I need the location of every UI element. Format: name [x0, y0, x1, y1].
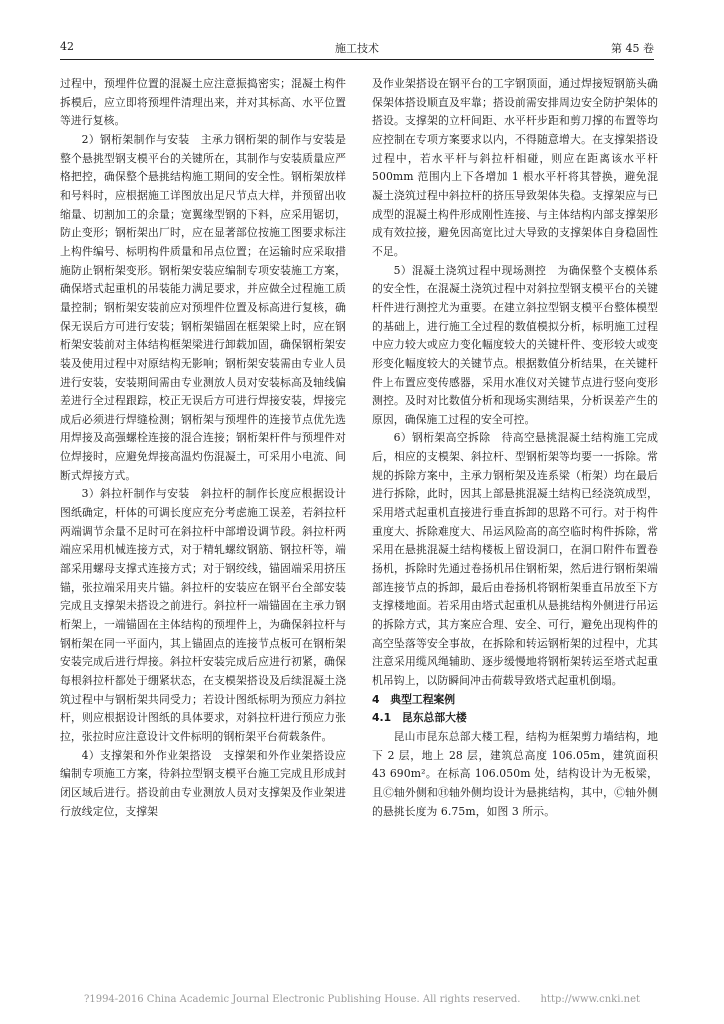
section-heading: 4 典型工程案例	[372, 692, 456, 706]
paragraph-tie-rod: 3）斜拉杆制作与安装 斜拉杆的制作长度应根据设计图纸确定，杆体的可调长度应充分考虑施工误差，若斜拉杆两端调节余量不足时可在斜拉杆中部增设调节段。斜拉杆两端应采用机械连接方式，对于精轧螺纹钢筋、钢拉杆等，端部采用螺母支撑式连接方式；对于钢绞线，锚固端采用挤压锚，张拉端采用夹片锚。斜拉杆的安装应在钢平台全部安装完成且支撑架未搭设之前进行。斜拉杆一端锚固在主承力钢桁架上，一端锚固在主体结构的预埋件上，为确保斜拉杆与钢桁架在同一平面内，其上锚固点的连接节点板可在钢桁架安装完成后进行焊接。斜拉杆安装完成后应进行初紧，确保每根斜拉杆都处于绷紧状态，在支模架搭设及后续混凝土浇筑过程中与钢桁架共同受力；若设计图纸标明为预应力斜拉杆，则应根据设计图纸的具体要求，对斜拉杆进行预应力张拉，张拉时应注意设计文件标明的钢桁架平台荷载条件。	[60, 487, 346, 743]
left-column	[60, 75, 346, 821]
paragraph-frame-continuation: 及作业架搭设在钢平台的工字钢顶面，通过焊接短钢筋头确保架体搭设顺直及牢靠；搭设前需安排周边安全防护架体的搭设。支撑架的立杆间距、水平杆步距和剪刀撑的布置等均应控制在专项方案要求以内，不得随意增大。在支撑架搭设过程中，若水平杆与斜拉杆相碰，则应在距离该水平杆 500mm 范围内上下各增加 1 根水平杆将其替换，避免混凝土浇筑过程中斜拉杆的挤压导致架体失稳。支撑架应与已成型的混凝土构件形成刚性连接、与主体结构内部支撑架形成有效拉接，避免因高宽比过大导致的支撑架体自身稳固性不足。	[372, 77, 658, 258]
paragraph-dismantling: 6）钢桁架高空拆除 待高空悬挑混凝土结构施工完成后，相应的支模架、斜拉杆、型钢桁架等均要一一拆除。常规的拆除方案中，主承力钢桁架及连系梁（桁架）均在最后进行拆除，此时，因其上部悬挑混凝土结构已经浇筑成型，采用塔式起重机直接进行垂直拆卸的思路不可行。对于构件重度大、拆除难度大、吊运风险高的高空临时构件拆除，常采用在悬挑混凝土结构楼板上留设洞口，在洞口附件布置卷扬机，拆除时先通过卷扬机吊住钢桁架，然后进行钢桁架端部连接节点的拆卸，最后由卷扬机将钢桁架垂直吊放至下方支撑楼地面。若采用由塔式起重机从悬挑结构外侧进行吊运的拆除方式，其方案应合理、安全、可行，避免出现构件的高空坠落等安全事故，在拆除和转运钢桁架的过程中，尤其注意采用缆风绳辅助、逐步缓慢地将钢桁架转运至塔式起重机吊钩上，以防瞬间冲击荷载导致塔式起重机倒塌。	[372, 431, 658, 687]
volume-label: 第 45 卷	[611, 42, 654, 55]
paragraph-support-frame: 4）支撑架和外作业架搭设 支撑架和外作业架搭设应编制专项施工方案，待斜拉型钢支模平台施工完成且形成封闭区域后进行。搭设前由专业测放人员对支撑架及作业架进行放线定位，支撑架	[60, 748, 346, 818]
paragraph-continuation: 过程中，预埋件位置的混凝土应注意振捣密实；混凝土构件拆模后，应立即将预埋件清理出来，并对其标高、水平位置等进行复核。	[60, 77, 346, 128]
paragraph-case-study: 昆山市昆东总部大楼工程，结构为框架剪力墙结构，地下 2 层，地上 28 层，建筑总高度 106.05m，建筑面积43 690m²。在标高 106.050m 处，结构设计为无板梁，且Ⓒ轴外侧和Ⓗ轴外侧均设计为悬挑结构，其中，Ⓒ轴外侧的悬挑长度为 6.75m，如图 3 所示。	[372, 729, 658, 818]
page-header	[60, 40, 654, 62]
subsection-heading: 4.1 昆东总部大楼	[372, 711, 467, 725]
right-column	[372, 75, 658, 821]
page-number: 42	[60, 40, 74, 53]
journal-title: 施工技术	[335, 42, 379, 55]
copyright-footer: ?1994-2016 China Academic Journal Electronic Publishing House. All rights reserved. http://www.cnki.net	[83, 994, 640, 1005]
paragraph-monitoring: 5）混凝土浇筑过程中现场测控 为确保整个支模体系的安全性，在混凝土浇筑过程中对斜拉型钢支模平台的关键杆件进行测控尤为重要。在建立斜拉型钢支模平台整体模型的基础上，进行施工全过程的数值模拟分析，标明施工过程中应力较大或应力变化幅度较大的关键杆件、变形较大或变形变化幅度较大的关键节点。根据数值分析结果，在关键杆件上布置应变传感器，采用水准仪对关键节点进行竖向变形测控。及时对比数值分析和现场实测结果，分析误差产生的原因，确保施工过程的安全可控。	[372, 263, 658, 426]
header-rule	[60, 59, 654, 60]
paragraph-truss-fabrication: 2）钢桁架制作与安装 主承力钢桁架的制作与安装是整个悬挑型钢支模平台的关键所在，其制作与安装质量应严格把控，确保整个悬挑结构施工期间的安全性。钢桁架放样和号料时，应根据施工详图放出足尺节点大样，并预留出收缩量、切割加工的余量；宽翼缘型钢的下料，应采用锯切，防止变形；钢桁架出厂时，应在显著部位按施工图要求标注上构件编号、标明构件质量和吊点位置；在运输时应采取措施防止钢桁架变形。钢桁架安装应编制专项安装施工方案，确保塔式起重机的吊装能力满足要求，并应做全过程施工质量控制；钢桁架安装前应对预埋件位置及标高进行复核，确保无误后方可进行安装；钢桁架锚固在框架梁上时，应在钢桁架安装前对主体结构框架梁进行卸载加固，确保钢桁架安装及使用过程中对原结构无影响；钢桁架安装需由专业人员进行安装，安装期间需由专业测放人员对安装标高及轴线偏差进行全过程跟踪，校正无误后方可进行焊接安装，焊接完成后必须进行焊缝检测；钢桁架与预埋件的连接节点优先选用焊接及高强螺栓连接的混合连接；钢桁架杆件与预埋件对位焊接时，应避免焊接高温灼伤混凝土，可采用小电流、间断式焊接方式。	[60, 132, 346, 482]
